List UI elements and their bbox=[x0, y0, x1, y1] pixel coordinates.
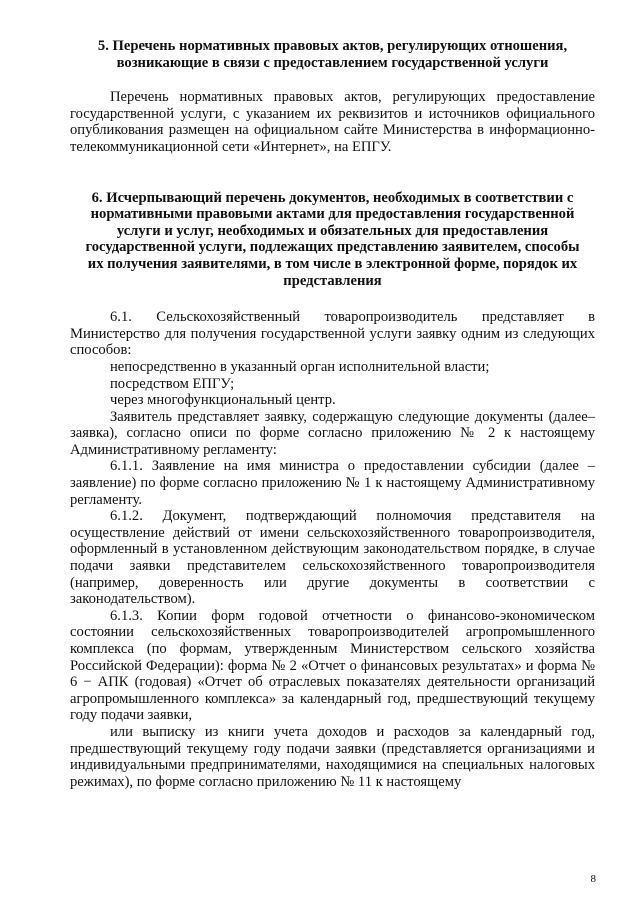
section-5-paragraph: Перечень нормативных правовых актов, регулирующих предоставление государственной услуги, с указанием их реквизитов и источников официального опубликования размещен на официальном сайте Министерства в информационно-телекоммуникационной сети «Интернет», на ЕПГУ. bbox=[70, 89, 595, 155]
submission-method-2: посредством ЕПГУ; bbox=[110, 375, 235, 392]
paragraph-6-1-3: 6.1.3. Копии форм годовой отчетности о финансово-экономическом состоянии сельскохозяйственных товаропроизводителей агропромышленного комплекса (по формам, утвержденным Министерством сельского хозяйства Российской Федерации): форма № 2 «Отчет о финансовых результатах» и форма № 6 − АПК (годовая) «Отчет об отраслевых показателях деятельности организаций агропромышленного комплекса» за календарный год, предшествующий текущему году подачи заявки, bbox=[70, 607, 595, 724]
paragraph-6-1-2: 6.1.2. Документ, подтверждающий полномочия представителя на осуществление действий от имени сельскохозяйственного товаропроизводителя, оформленный в установленном действующим законодательством порядке, в случае подачи заявки представителем сельскохозяйственного товаропроизводителя (например, доверенность или другие документы в соответствии с законодательством). bbox=[70, 508, 595, 608]
section-6-heading: 6. Исчерпывающий перечень документов, необходимых в соответствии с нормативными правовыми актами для предоставления государственной услуги и услуг, необходимых и обязательных для предоставления государственной услуги, подлежащих представлению заявителем, способы их получения заявителями, в том числе в электронной форме, порядок их представления bbox=[85, 189, 580, 289]
section-5-heading: 5. Перечень нормативных правовых актов, регулирующих отношения, возникающие в связи с предоставлением государственной услуги bbox=[97, 38, 568, 71]
document-page bbox=[70, 38, 595, 790]
paragraph-6-1-1: 6.1.1. Заявление на имя министра о предоставлении субсидии (далее – заявление) по форме согласно приложению № 1 к настоящему Административному регламенту. bbox=[70, 458, 595, 508]
paragraph-applicant: Заявитель представляет заявку, содержащую следующие документы (далее– заявка), согласно описи по форме согласно приложению № 2 к настоящему Административному регламенту: bbox=[70, 408, 595, 458]
page-number: 8 bbox=[590, 873, 596, 885]
submission-method-1: непосредственно в указанный орган исполнительной власти; bbox=[110, 358, 490, 375]
paragraph-6-1: 6.1. Сельскохозяйственный товаропроизводитель представляет в Министерство для получения государственной услуги заявку одним из следующих способов: bbox=[70, 309, 595, 359]
paragraph-or-extract: или выписку из книги учета доходов и расходов за календарный год, предшествующий текущему году подачи заявки (представляется организациями и индивидуальными предпринимателями, находящимися на специальных налоговых режимах), по форме согласно приложению № 11 к настоящему bbox=[70, 723, 595, 790]
submission-method-3: через многофункциональный центр. bbox=[110, 392, 336, 409]
